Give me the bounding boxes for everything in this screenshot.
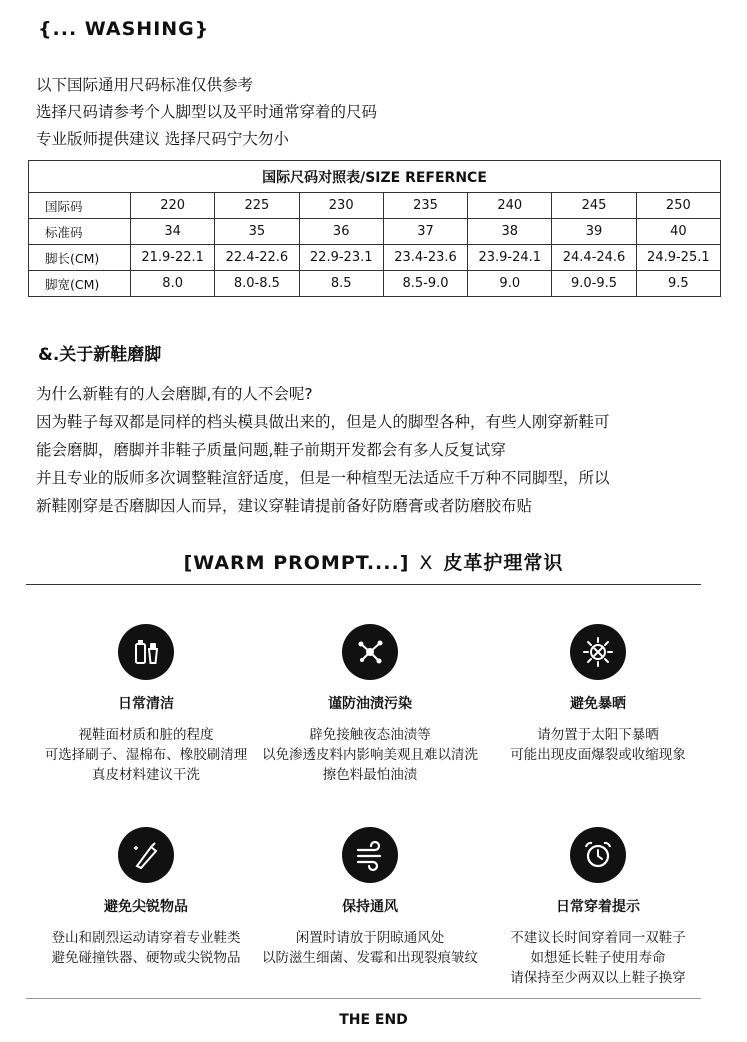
care-title: 避免尖锐物品 — [104, 899, 188, 915]
new-shoe-text — [36, 380, 610, 520]
table-row — [29, 245, 721, 271]
paragraph-line: 并且专业的版师多次调整鞋渲舒适度，但是一种楦型无法适应千万种不同脚型，所以 — [36, 469, 610, 487]
table-cell: 35 — [215, 219, 299, 245]
paragraph-line: 为什么新鞋有的人会磨脚,有的人不会呢? — [36, 385, 313, 403]
table-cell: 34 — [131, 219, 215, 245]
care-line: 真皮材料建议干洗 — [92, 767, 200, 783]
table-cell: 24.9-25.1 — [636, 245, 720, 271]
paragraph-line: 能会磨脚，磨脚并非鞋子质量问题,鞋子前期开发都会有多人反复试穿 — [36, 441, 506, 459]
table-cell: 37 — [383, 219, 467, 245]
row-label-standard: 标准码 — [29, 219, 131, 245]
care-line: 如想延长鞋子使用寿命 — [530, 950, 666, 966]
row-label-length: 脚长(CM) — [29, 245, 131, 271]
care-item-sharp — [26, 827, 266, 968]
table-cell: 23.9-24.1 — [468, 245, 552, 271]
care-description — [26, 725, 266, 785]
table-cell: 22.4-22.6 — [215, 245, 299, 271]
table-cell: 9.0-9.5 — [552, 271, 636, 297]
row-label-intl: 国际码 — [29, 193, 131, 219]
table-row — [29, 271, 721, 297]
size-table-title: 国际尺码对照表/SIZE REFERNCE — [29, 161, 721, 193]
care-description — [478, 725, 718, 765]
table-cell: 40 — [636, 219, 720, 245]
table-cell: 39 — [552, 219, 636, 245]
wind-icon — [342, 827, 398, 883]
table-cell: 240 — [468, 193, 552, 219]
care-title: 日常穿着提示 — [556, 899, 640, 915]
paragraph-line: 新鞋刚穿是否磨脚因人而异，建议穿鞋请提前备好防磨膏或者防磨胶布贴 — [36, 497, 533, 515]
care-line: 请保持至少两双以上鞋子换穿 — [510, 970, 686, 986]
care-line: 请勿置于太阳下暴晒 — [537, 727, 659, 743]
care-line: 避免碰撞铁器、硬物或尖锐物品 — [51, 950, 241, 966]
care-line: 擦色料最怕油渍 — [322, 767, 418, 783]
intro-line: 专业版师提供建议 选择尺码宁大勿小 — [36, 130, 289, 148]
the-end-label: THE END — [339, 1012, 408, 1028]
new-shoe-heading: &.关于新鞋磨脚 — [38, 345, 162, 365]
warm-prompt-label: [WARM PROMPT....] — [183, 552, 410, 574]
care-description — [26, 928, 266, 968]
care-line: 视鞋面材质和脏的程度 — [78, 727, 214, 743]
washing-heading: {... WASHING} — [38, 18, 210, 40]
care-title: 避免暴晒 — [570, 696, 626, 712]
table-cell: 8.5-9.0 — [383, 271, 467, 297]
table-cell: 225 — [215, 193, 299, 219]
stain-splash-icon — [342, 624, 398, 680]
bottom-divider — [26, 998, 701, 999]
row-label-width: 脚宽(CM) — [29, 271, 131, 297]
care-description — [250, 725, 490, 785]
care-title: 保持通风 — [342, 899, 398, 915]
table-cell: 8.0 — [131, 271, 215, 297]
care-item-oil — [250, 624, 490, 785]
intro-text — [36, 72, 377, 153]
table-cell: 245 — [552, 193, 636, 219]
table-cell: 22.9-23.1 — [299, 245, 383, 271]
table-row — [29, 219, 721, 245]
table-cell: 9.5 — [636, 271, 720, 297]
blade-icon — [118, 827, 174, 883]
care-title: 日常清洁 — [118, 696, 174, 712]
table-cell: 8.5 — [299, 271, 383, 297]
care-title: 谨防油渍污染 — [328, 696, 412, 712]
warm-prompt-heading — [0, 548, 747, 575]
intro-line: 选择尺码请参考个人脚型以及平时通常穿着的尺码 — [36, 103, 378, 121]
care-item-ventilation — [250, 827, 490, 968]
leather-care-label: 皮革护理常识 — [443, 552, 564, 574]
table-cell: 8.0-8.5 — [215, 271, 299, 297]
care-description — [250, 928, 490, 968]
alarm-clock-icon — [570, 827, 626, 883]
care-line: 不建议长时间穿着同一双鞋子 — [510, 930, 686, 946]
table-cell: 235 — [383, 193, 467, 219]
paragraph-line: 因为鞋子每双都是同样的档头模具做出来的，但是人的脚型各种，有些人刚穿新鞋可 — [36, 413, 610, 431]
care-description — [478, 928, 718, 988]
table-cell: 250 — [636, 193, 720, 219]
table-cell: 9.0 — [468, 271, 552, 297]
cleaning-bottles-icon — [118, 624, 174, 680]
care-item-cleaning — [26, 624, 266, 785]
care-line: 可能出现皮面爆裂或收缩现象 — [510, 747, 686, 763]
care-line: 辟免接触夜态油渍等 — [309, 727, 431, 743]
care-item-wearing — [478, 827, 718, 988]
table-cell: 21.9-22.1 — [131, 245, 215, 271]
care-line: 以免渗透皮料内影响美观且难以清洗 — [262, 747, 478, 763]
care-item-sun — [478, 624, 718, 765]
care-line: 闲置时请放于阴晾通风处 — [295, 930, 445, 946]
table-cell: 36 — [299, 219, 383, 245]
size-table — [28, 160, 721, 297]
sun-icon — [570, 624, 626, 680]
care-line: 登山和剧烈运动请穿着专业鞋类 — [51, 930, 241, 946]
table-row — [29, 193, 721, 219]
heading-separator: X — [419, 552, 434, 574]
table-cell: 220 — [131, 193, 215, 219]
top-divider — [26, 584, 701, 585]
table-cell: 38 — [468, 219, 552, 245]
table-cell: 24.4-24.6 — [552, 245, 636, 271]
care-line: 可选择刷子、湿棉布、橡胶刷清理 — [44, 747, 248, 763]
table-cell: 23.4-23.6 — [383, 245, 467, 271]
intro-line: 以下国际通用尺码标准仅供参考 — [36, 76, 254, 94]
table-cell: 230 — [299, 193, 383, 219]
care-line: 以防滋生细菌、发霉和出现裂痕皱纹 — [262, 950, 478, 966]
